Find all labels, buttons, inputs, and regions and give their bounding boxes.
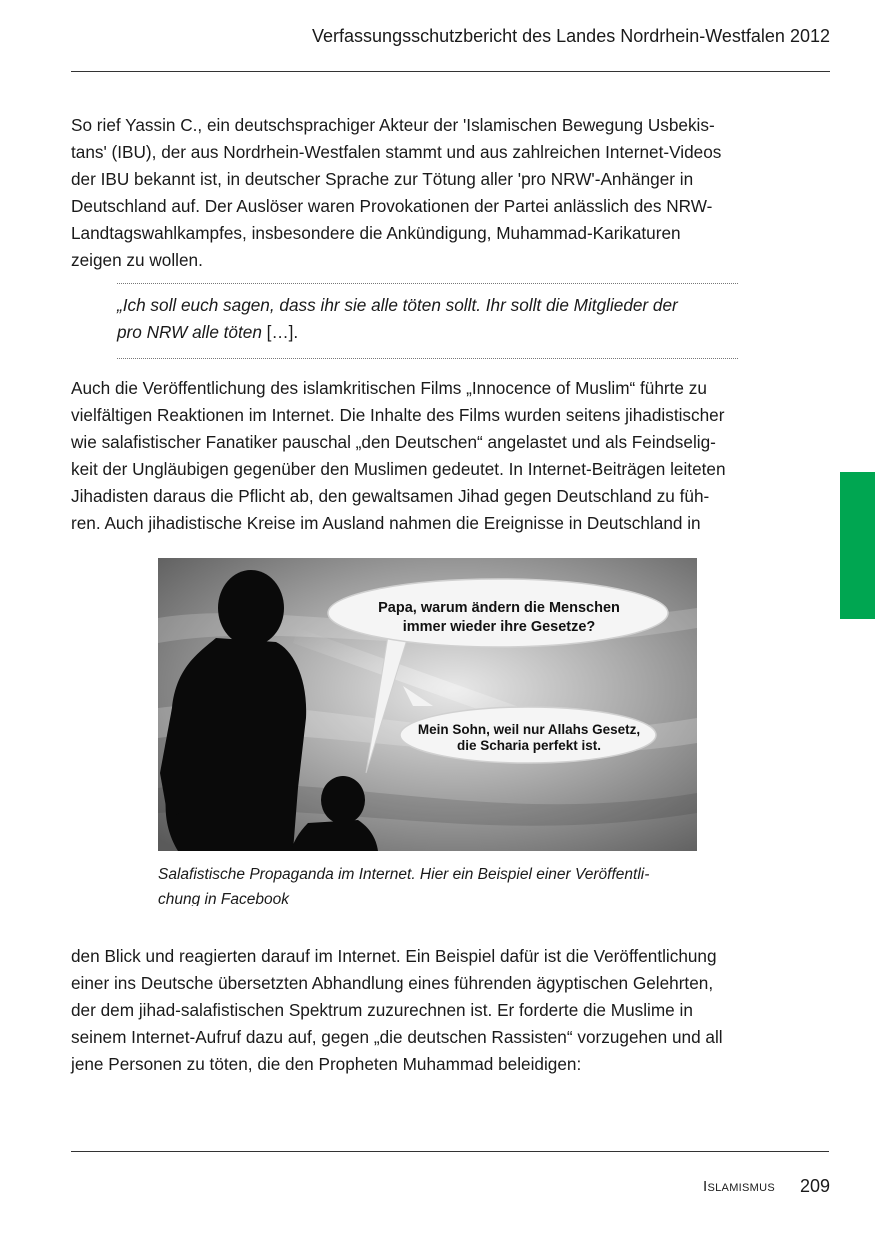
text-line: So rief Yassin C., ein deutschsprachiger Akteur der 'Islamischen Bewegung Usbekis- xyxy=(71,115,715,135)
footer-divider xyxy=(71,1151,829,1152)
text-line: seinem Internet-Aufruf dazu auf, gegen „die deutschen Rassisten“ vorzugehen und all xyxy=(71,1027,723,1047)
page-number: 209 xyxy=(799,1176,830,1196)
quote-line xyxy=(117,319,678,346)
text-line: Auch die Veröffentlichung des islamkritischen Films „Innocence of Muslim“ führte zu xyxy=(71,378,707,398)
running-header: Verfassungsschutzbericht des Landes Nordrhein-Westfalen 2012 xyxy=(312,26,830,46)
text-line: einer ins Deutsche übersetzten Abhandlung eines führenden ägyptischen Gelehrten, xyxy=(71,973,714,993)
caption-line: Salafistische Propaganda im Internet. Hier ein Beispiel einer Veröffentli- xyxy=(158,866,650,883)
chapter-color-tab xyxy=(840,472,875,619)
text-line: jene Personen zu töten, die den Propheten Muhammad beleidigen: xyxy=(71,1054,582,1074)
text-line: den Blick und reagierten darauf im Internet. Ein Beispiel dafür ist die Veröffentlichung xyxy=(71,946,717,966)
figure-caption xyxy=(158,862,698,906)
header-divider xyxy=(71,71,830,72)
caption-line: chung in Facebook xyxy=(158,891,289,906)
bubble-line: immer wieder ihre Gesetze? xyxy=(402,619,596,635)
footer-section-name: Islamismus xyxy=(703,1178,775,1195)
quote-line: „Ich soll euch sagen, dass ihr sie alle töten sollt. Ihr sollt die Mitglieder der xyxy=(117,295,678,315)
text-line: der IBU bekannt ist, in deutscher Sprache zur Tötung aller 'pro NRW'-Anhänger in xyxy=(71,169,694,189)
propaganda-image xyxy=(158,558,697,851)
text-line: Deutschland auf. Der Auslöser waren Provokationen der Partei anlässlich des NRW- xyxy=(71,196,713,216)
paragraph-1 xyxy=(71,112,791,274)
bubble-line: Papa, warum ändern die Menschen xyxy=(378,600,620,616)
text-line: ren. Auch jihadistische Kreise im Ausland nahmen die Ereignisse in Deutschland in xyxy=(71,513,701,533)
paragraph-2 xyxy=(71,375,791,537)
speech-bubble-top xyxy=(328,579,668,647)
text-line: vielfältigen Reaktionen im Internet. Die Inhalte des Films wurden seitens jihadistischer xyxy=(71,405,725,425)
quote-italic-part: pro NRW alle töten xyxy=(117,322,262,342)
bubble-line: Mein Sohn, weil nur Allahs Gesetz, xyxy=(417,722,641,737)
text-line: zeigen zu wollen. xyxy=(71,250,203,270)
text-line: wie salafistischer Fanatiker pauschal „den Deutschen“ angelastet und als Feindselig- xyxy=(71,432,716,452)
block-quote xyxy=(117,283,738,359)
text-line: tans' (IBU), der aus Nordrhein-Westfalen stammt und aus zahlreichen Internet-Videos xyxy=(71,142,722,162)
text-line: Jihadisten daraus die Pflicht ab, den gewaltsamen Jihad gegen Deutschland zu füh- xyxy=(71,486,710,506)
text-line: keit der Ungläubigen gegenüber den Muslimen gedeutet. In Internet-Beiträgen leiteten xyxy=(71,459,726,479)
bubble-line: die Scharia perfekt ist. xyxy=(456,738,602,753)
quote-normal-part: […]. xyxy=(261,322,299,342)
text-line: Landtagswahlkampfes, insbesondere die Ankündigung, Muhammad-Karikaturen xyxy=(71,223,681,243)
speech-bubble-bottom xyxy=(400,707,656,763)
text-line: der dem jihad-salafistischen Spektrum zuzurechnen ist. Er forderte die Muslime in xyxy=(71,1000,693,1020)
paragraph-3 xyxy=(71,943,791,1078)
